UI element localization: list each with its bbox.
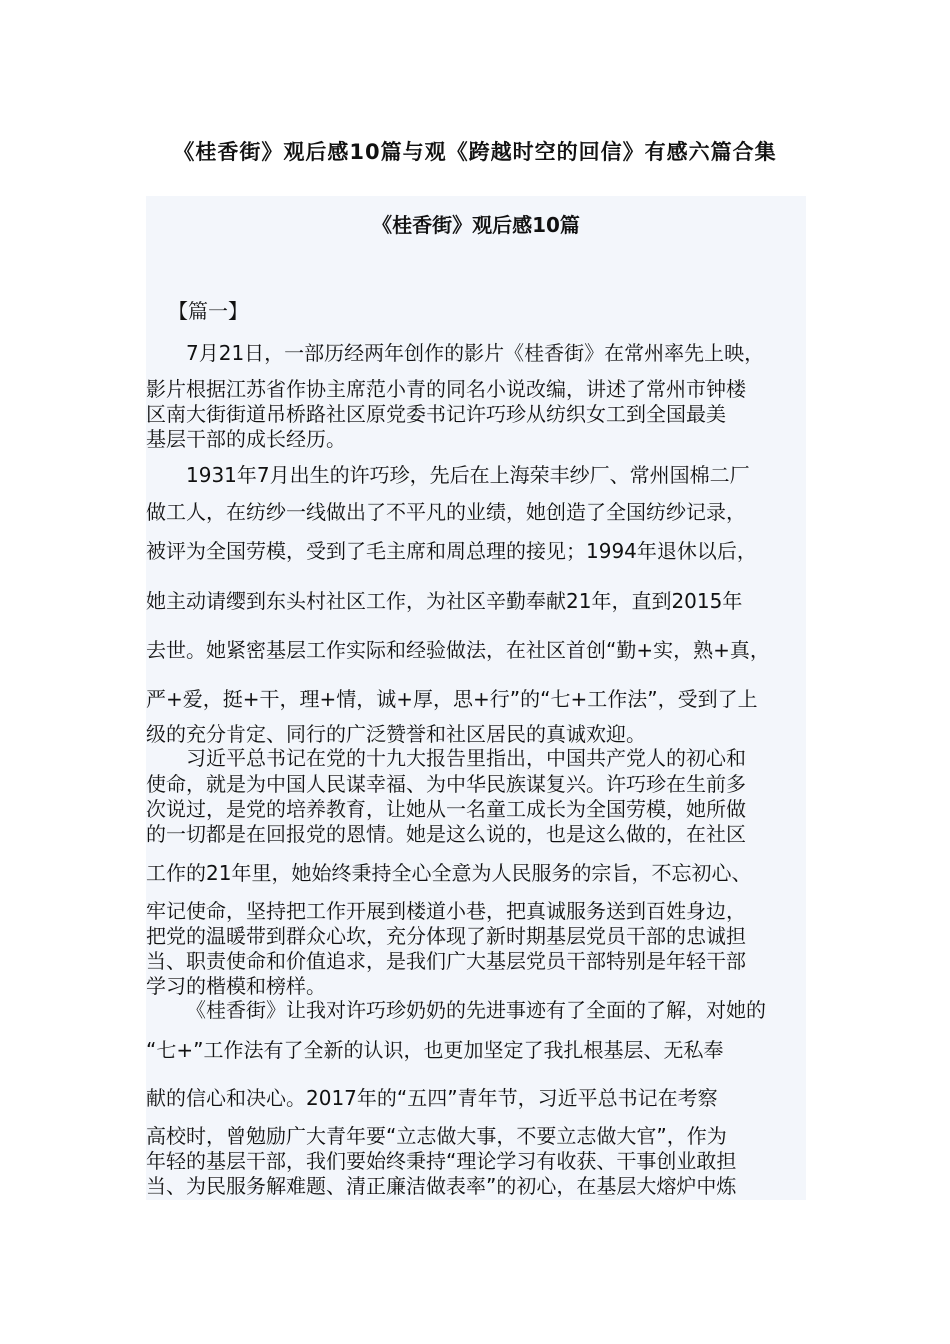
text-line: 1931年7月出生的许巧珍，先后在上海荣丰纱厂、常州国棉二厂 <box>186 463 750 487</box>
text-line: 被评为全国劳模，受到了毛主席和周总理的接见；1994年退休以后， <box>146 539 757 563</box>
content-block <box>146 196 806 1200</box>
text-line: 基层干部的成长经历。 <box>146 427 346 451</box>
section-title: 《桂香街》观后感10篇 <box>372 213 580 237</box>
text-line: 《桂香街》让我对许巧珍奶奶的先进事迹有了全面的了解，对她的 <box>186 998 766 1022</box>
text-line: 严+爱，挺+干，理+情，诚+厚，思+行”的“七+工作法”，受到了上 <box>146 687 758 711</box>
text-line: 她主动请缨到东头村社区工作，为社区辛勤奉献21年，直到2015年 <box>146 589 743 613</box>
document-title: 《桂香街》观后感10篇与观《跨越时空的回信》有感六篇合集 <box>173 140 777 164</box>
text-line: 区南大街街道吊桥路社区原党委书记许巧珍从纺织女工到全国最美 <box>146 402 726 426</box>
text-line: 使命，就是为中国人民谋幸福、为中华民族谋复兴。许巧珍在生前多 <box>146 772 746 796</box>
text-line: 的一切都是在回报党的恩情。她是这么说的，也是这么做的，在社区 <box>146 822 746 846</box>
text-line: 7月21日，一部历经两年创作的影片《桂香街》在常州率先上映， <box>186 341 765 365</box>
text-line: 把党的温暖带到群众心坎，充分体现了新时期基层党员干部的忠诚担 <box>146 924 746 948</box>
text-line: 级的充分肯定、同行的广泛赞誉和社区居民的真诚欢迎。 <box>146 722 646 746</box>
text-line: 当、职责使命和价值追求，是我们广大基层党员干部特别是年轻干部 <box>146 949 746 973</box>
text-line: 次说过，是党的培养教育，让她从一名童工成长为全国劳模，她所做 <box>146 797 746 821</box>
text-line: 去世。她紧密基层工作实际和经验做法，在社区首创“勤+实，熟+真， <box>146 638 770 662</box>
text-line: 当、为民服务解难题、清正廉洁做表率”的初心，在基层大熔炉中炼 <box>146 1174 737 1198</box>
text-line: 工作的21年里，她始终秉持全心全意为人民服务的宗旨，不忘初心、 <box>146 861 752 885</box>
part-heading: 【篇一】 <box>168 299 248 323</box>
text-line: 年轻的基层干部，我们要始终秉持“理论学习有收获、干事创业敢担 <box>146 1149 737 1173</box>
text-line: 高校时，曾勉励广大青年要“立志做大事，不要立志做大官”，作为 <box>146 1124 727 1148</box>
text-line: 献的信心和决心。2017年的“五四”青年节，习近平总书记在考察 <box>146 1086 718 1110</box>
text-line: 牢记使命，坚持把工作开展到楼道小巷，把真诚服务送到百姓身边， <box>146 899 746 923</box>
text-line: 影片根据江苏省作协主席范小青的同名小说改编，讲述了常州市钟楼 <box>146 377 746 401</box>
text-line: 做工人，在纺纱一线做出了不平凡的业绩，她创造了全国纺纱记录， <box>146 500 746 524</box>
text-line: 学习的楷模和榜样。 <box>146 974 326 998</box>
text-line: 习近平总书记在党的十九大报告里指出，中国共产党人的初心和 <box>186 746 746 770</box>
text-line: “七+”工作法有了全新的认识，也更加坚定了我扎根基层、无私奉 <box>146 1038 724 1062</box>
